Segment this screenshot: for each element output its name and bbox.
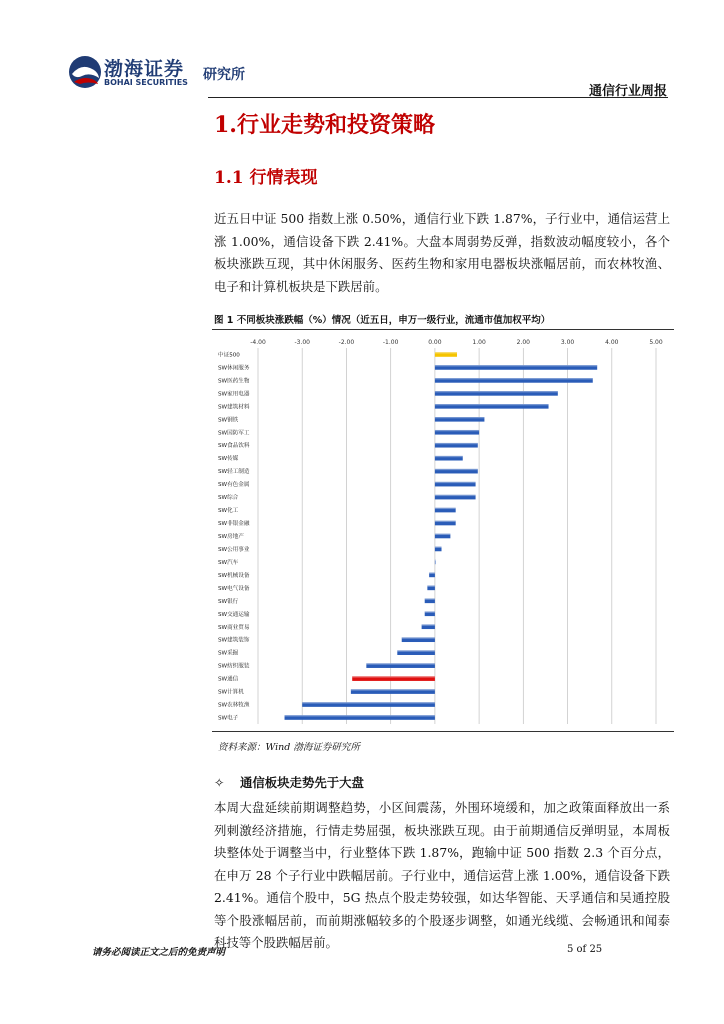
- category-label: SW建筑装饰: [218, 637, 250, 644]
- x-tick-label: 1.00: [472, 339, 486, 346]
- bar-highlight: [435, 508, 456, 509]
- bar-highlight: [435, 456, 463, 457]
- figure-source: 资料来源：Wind 渤海证券研究所: [218, 742, 360, 753]
- bar-highlight: [435, 391, 558, 392]
- section-title: 1.行业走势和投资策略: [214, 112, 435, 138]
- category-label: SW建筑材料: [218, 404, 250, 411]
- logo-chinese-name: 渤海证券: [104, 58, 185, 80]
- page-number: 5 of 25: [567, 944, 603, 955]
- category-label: SW医药生物: [218, 378, 250, 385]
- bar-highlight: [435, 547, 442, 548]
- category-label: SW电气设备: [218, 585, 250, 592]
- company-logo: [68, 52, 192, 96]
- bohai-logo-icon: [68, 52, 102, 92]
- institute-label: 研究所: [203, 67, 245, 83]
- category-label: SW电子: [218, 715, 239, 722]
- category-label: 中证500: [218, 352, 240, 359]
- bar-highlight: [427, 586, 435, 587]
- category-label: SW公用事业: [218, 546, 250, 553]
- category-label: SW机械设备: [218, 572, 250, 579]
- bar-highlight: [435, 560, 436, 561]
- bar-highlight: [285, 715, 435, 716]
- category-label: SW化工: [218, 508, 239, 515]
- bar-highlight: [435, 469, 478, 470]
- bar-highlight: [397, 650, 435, 651]
- bar-highlight: [435, 534, 450, 535]
- subsection-title: 1.1 行情表现: [214, 168, 318, 188]
- x-tick-label: 2.00: [516, 339, 531, 346]
- header-divider: [208, 97, 668, 98]
- category-label: SW交通运输: [218, 611, 250, 618]
- bar-highlight: [425, 611, 435, 612]
- category-label: SW房地产: [218, 534, 244, 540]
- x-tick-label: 0.00: [428, 339, 442, 346]
- bar-highlight: [435, 521, 456, 522]
- bar-highlight: [435, 365, 597, 366]
- bar-highlight: [366, 663, 435, 664]
- diamond-bullet-icon: ✧: [214, 775, 225, 790]
- category-label: SW钢铁: [218, 417, 239, 424]
- x-tick-label: -1.00: [382, 339, 399, 346]
- bar-highlight: [435, 430, 479, 431]
- category-label: SW传媒: [218, 456, 239, 463]
- x-tick-label: -3.00: [294, 339, 310, 346]
- bar-highlight: [435, 378, 593, 379]
- figure-top-rule: [212, 329, 674, 330]
- bar-highlight: [352, 676, 435, 677]
- logo-english-name: BOHAI SECURITIES: [104, 78, 188, 87]
- category-label: SW有色金属: [218, 482, 250, 489]
- category-label: SW国防军工: [218, 430, 250, 437]
- bar-highlight: [302, 702, 435, 703]
- category-label: SW食品饮料: [218, 443, 250, 450]
- category-label: SW采掘: [218, 650, 239, 657]
- category-label: SW纺织服装: [218, 663, 250, 670]
- figure-bottom-rule: [212, 731, 674, 732]
- bar-highlight: [435, 482, 476, 483]
- bar-highlight: [402, 637, 435, 638]
- x-tick-label: 5.00: [649, 339, 663, 346]
- bullet-heading: [214, 773, 364, 791]
- bar-highlight: [435, 404, 549, 405]
- category-label: SW轻工制造: [218, 469, 250, 476]
- category-label: SW农林牧渔: [218, 702, 250, 709]
- category-label: SW通信: [218, 676, 239, 683]
- bar-highlight: [351, 689, 435, 690]
- category-label: SW银行: [218, 598, 239, 605]
- market-summary-paragraph: 近五日中证 500 指数上涨 0.50%，通信行业下跌 1.87%，子行业中，通信运营上涨 1.00%，通信设备下跌 2.41%。大盘本周弱势反弹，指数波动幅度较小，各个板块涨跌互现，其中休闲服务、医药生物和家用电器板块涨幅居前，而农林牧渔、电子和计算机板块是下跌居前。: [214, 211, 670, 294]
- bar-highlight: [435, 417, 485, 418]
- category-label: SW汽车: [218, 559, 239, 566]
- sector-performance-chart: [210, 334, 676, 728]
- bar-highlight: [435, 495, 476, 496]
- report-type: 通信行业周报: [588, 84, 667, 99]
- footer-disclaimer: 请务必阅读正文之后的免责声明: [92, 947, 226, 958]
- category-label: SW非银金融: [218, 521, 250, 528]
- bar-highlight: [435, 352, 457, 353]
- category-label: SW计算机: [218, 689, 244, 696]
- category-label: SW综合: [218, 495, 239, 502]
- bar-highlight: [422, 624, 435, 625]
- bar-highlight: [435, 443, 478, 444]
- category-label: SW商业贸易: [218, 624, 250, 631]
- bullet-heading-text: 通信板块走势先于大盘: [240, 775, 364, 790]
- figure-caption: 图 1 不同板块涨跌幅（%）情况（近五日，申万一级行业，流通市值加权平均）: [214, 315, 551, 326]
- telecom-analysis-paragraph: 本周大盘延续前期调整趋势，小区间震荡，外围环境缓和，加之政策面释放出一系列刺激经济措施，行情走势屈强，板块涨跌互现。由于前期通信反弹明显，本周板块整体处于调整当中，行业整体下跌 1.87%，跑输中证 500 指数 2.3 个百分点，在申万 28 个子行业中跌幅居前。子行业中，通信运营上涨 1.00%，通信设备下跌 2.41%。通信个股中，5G 热点个股走势较强，如达华智能、天孚通信和吴通控股等个股涨幅居前，而前期涨幅较多的个股逐步调整，如通光线缆、会畅通讯和闻泰科技等个股跌幅居前。: [214, 800, 670, 950]
- x-tick-label: -2.00: [338, 339, 355, 346]
- x-tick-label: 3.00: [560, 339, 575, 346]
- bar-highlight: [425, 599, 435, 600]
- bar-highlight: [429, 573, 435, 574]
- category-label: SW休闲服务: [218, 365, 250, 372]
- x-tick-label: -4.00: [250, 339, 266, 346]
- x-tick-label: 4.00: [605, 339, 619, 346]
- category-label: SW家用电器: [218, 391, 250, 398]
